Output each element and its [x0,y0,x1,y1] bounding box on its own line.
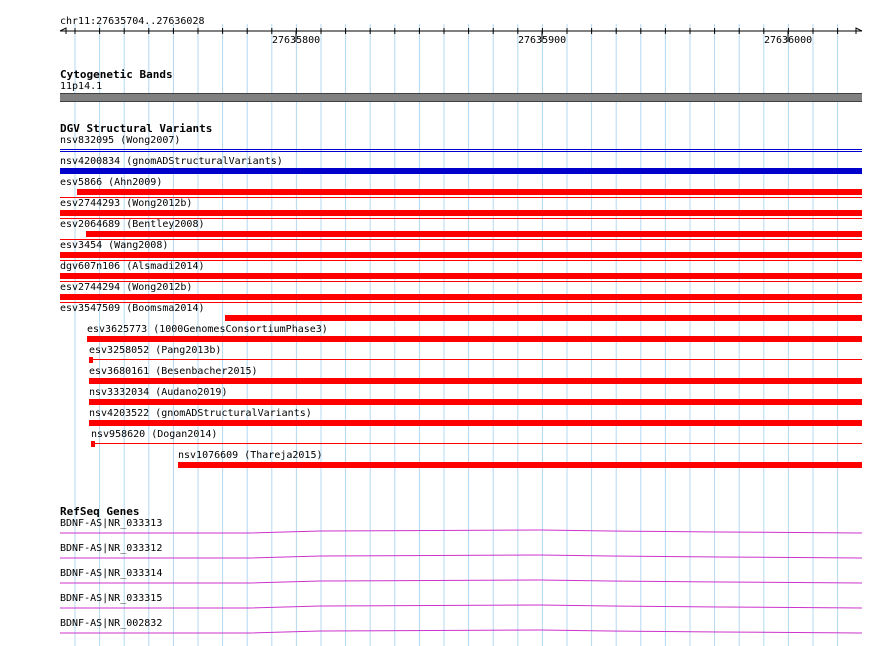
cytoband-bar[interactable] [60,93,862,102]
gene-label[interactable]: BDNF-AS|NR_002832 [60,618,163,629]
variant-bar[interactable] [86,231,862,237]
dgv-track-title[interactable]: DGV Structural Variants [60,122,213,135]
variant-row-separator [60,239,862,240]
variant-row-separator [91,443,862,444]
variant-bar[interactable] [60,149,862,150]
variant-bar[interactable] [225,315,862,321]
ruler-tick-label: 27636000 [764,35,813,46]
gene-model-line [60,580,862,583]
variant-label[interactable]: esv2744293 (Wong2012b) [60,198,193,209]
variant-bar[interactable] [60,168,862,174]
variant-label[interactable]: dgv607n106 (Alsmadi2014) [60,261,205,272]
ruler-tick-label: 27635900 [518,35,567,46]
gene-label[interactable]: BDNF-AS|NR_033312 [60,543,163,554]
variant-label[interactable]: esv3454 (Wang2008) [60,240,169,251]
variant-label[interactable]: esv2744294 (Wong2012b) [60,282,193,293]
variant-bar[interactable] [60,252,862,258]
refseq-track-title[interactable]: RefSeq Genes [60,505,140,518]
variant-label[interactable]: esv3680161 (Besenbacher2015) [89,366,258,377]
variant-label[interactable]: esv3547509 (Boomsma2014) [60,303,205,314]
gene-label[interactable]: BDNF-AS|NR_033313 [60,518,163,529]
variant-row-separator [60,302,862,303]
variant-bar[interactable] [87,336,862,342]
gene-label[interactable]: BDNF-AS|NR_033315 [60,593,163,604]
variant-row-separator [60,296,862,297]
variant-bar[interactable] [77,189,862,195]
variant-row-separator [60,260,862,261]
variant-row-separator [89,359,862,360]
variant-row-separator [60,281,862,282]
variant-label[interactable]: esv3258052 (Pang2013b) [89,345,222,356]
variant-label[interactable]: esv5866 (Ahn2009) [60,177,163,188]
variant-bar[interactable] [89,420,862,426]
gene-model-line [60,555,862,558]
variant-bar[interactable] [89,399,862,405]
variant-bar[interactable] [60,294,862,300]
variant-row-separator [60,218,862,219]
variant-label[interactable]: nsv958620 (Dogan2014) [91,429,218,440]
variant-bar[interactable] [178,462,862,468]
variant-bar[interactable] [60,210,862,216]
variant-label[interactable]: esv3625773 (1000GenomesConsortiumPhase3) [87,324,328,335]
ruler-tick-label: 27635800 [272,35,321,46]
gene-model-line [60,630,862,633]
variant-label[interactable]: esv2064689 (Bentley2008) [60,219,205,230]
variant-label[interactable]: nsv1076609 (Thareja2015) [178,450,323,461]
cytoband-track-title[interactable]: Cytogenetic Bands [60,68,173,81]
gene-label[interactable]: BDNF-AS|NR_033314 [60,568,163,579]
gene-model-line [60,530,862,533]
ruler-range-label: chr11:27635704..27636028 [60,16,205,27]
gene-model-line [60,605,862,608]
variant-row-separator [60,151,862,152]
variant-row-separator [60,197,862,198]
variant-label[interactable]: nsv4203522 (gnomADStructuralVariants) [89,408,312,419]
variant-bar[interactable] [89,378,862,384]
variant-label[interactable]: nsv832095 (Wong2007) [60,135,181,146]
variant-bar[interactable] [60,273,862,279]
variant-bar[interactable] [91,441,95,447]
variant-bar[interactable] [89,357,93,363]
variant-label[interactable]: nsv3332034 (Audano2019) [89,387,228,398]
variant-label[interactable]: nsv4200834 (gnomADStructuralVariants) [60,156,283,167]
cytoband-label: 11p14.1 [60,81,103,92]
